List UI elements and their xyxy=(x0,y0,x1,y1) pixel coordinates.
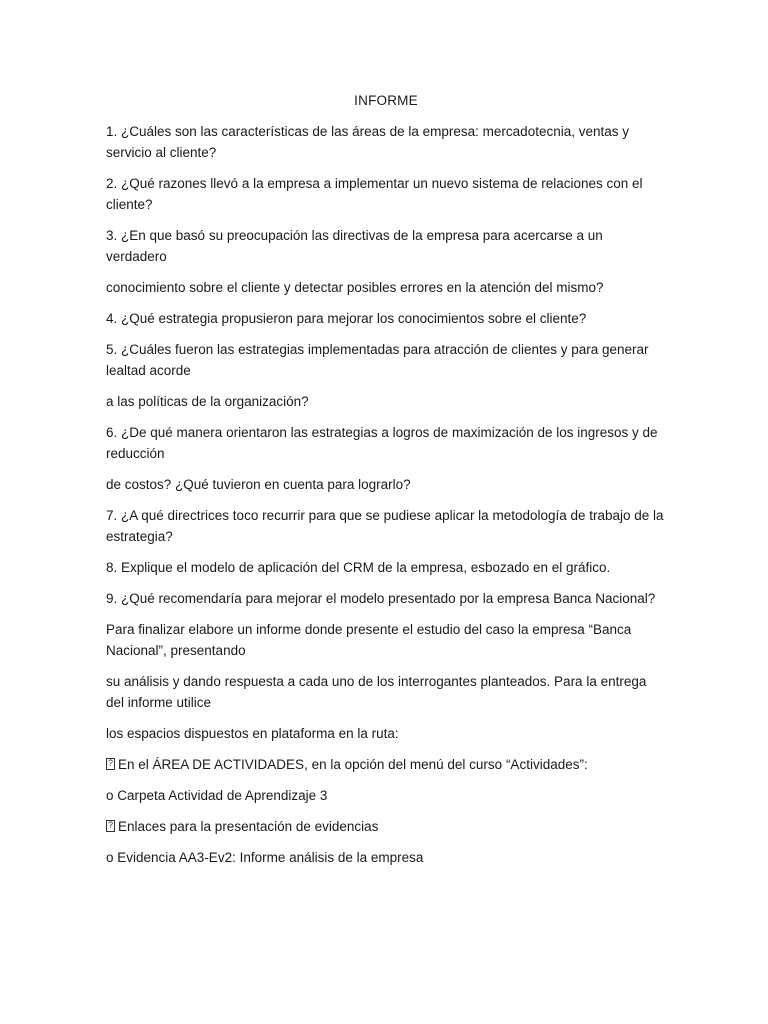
question-7: 7. ¿A qué directrices toco recurrir para que se pudiese aplicar la metodología de trabajo de la estrategia? xyxy=(106,508,664,544)
question-3-part-1: 3. ¿En que basó su preocupación las directivas de la empresa para acercarse a un verdadero xyxy=(106,228,603,264)
document-page xyxy=(106,91,666,878)
missing-glyph-icon xyxy=(106,820,115,832)
missing-glyph-icon xyxy=(106,758,115,770)
question-6-part-1: 6. ¿De qué manera orientaron las estrategias a logros de maximización de los ingresos y de reducción xyxy=(106,425,658,461)
instructions-part-2: su análisis y dando respuesta a cada uno de los interrogantes planteados. Para la entrega del informe utilice xyxy=(106,674,647,710)
question-1: 1. ¿Cuáles son las características de las áreas de la empresa: mercadotecnia, ventas y servicio al cliente? xyxy=(106,124,629,160)
question-3-part-2: conocimiento sobre el cliente y detectar posibles errores en la atención del mismo? xyxy=(106,280,604,295)
question-2: 2. ¿Qué razones llevó a la empresa a implementar un nuevo sistema de relaciones con el cliente? xyxy=(106,176,643,212)
bullet-evidence-links-text: Enlaces para la presentación de evidencias xyxy=(118,819,379,834)
bullet-evidence-links xyxy=(106,816,666,837)
instructions-part-1: Para finalizar elabore un informe donde presente el estudio del caso la empresa “Banca Nacional”, presentando xyxy=(106,622,632,658)
question-4: 4. ¿Qué estrategia propusieron para mejorar los conocimientos sobre el cliente? xyxy=(106,311,587,326)
sub-item-evidence: o Evidencia AA3-Ev2: Informe análisis de la empresa xyxy=(106,850,424,865)
sub-item-folder: o Carpeta Actividad de Aprendizaje 3 xyxy=(106,788,328,803)
question-5-part-2: a las políticas de la organización? xyxy=(106,394,309,409)
instructions-part-3: los espacios dispuestos en plataforma en la ruta: xyxy=(106,726,399,741)
question-6-part-2: de costos? ¿Qué tuvieron en cuenta para lograrlo? xyxy=(106,477,411,492)
bullet-activities-area-text: En el ÁREA DE ACTIVIDADES, en la opción del menú del curso “Actividades”: xyxy=(118,757,588,772)
question-8: 8. Explique el modelo de aplicación del CRM de la empresa, esbozado en el gráfico. xyxy=(106,560,611,575)
question-5-part-1: 5. ¿Cuáles fueron las estrategias implementadas para atracción de clientes y para generar lealtad acorde xyxy=(106,342,649,378)
bullet-activities-area xyxy=(106,754,666,775)
question-9: 9. ¿Qué recomendaría para mejorar el modelo presentado por la empresa Banca Nacional? xyxy=(106,591,656,606)
document-title: INFORME xyxy=(354,93,418,108)
